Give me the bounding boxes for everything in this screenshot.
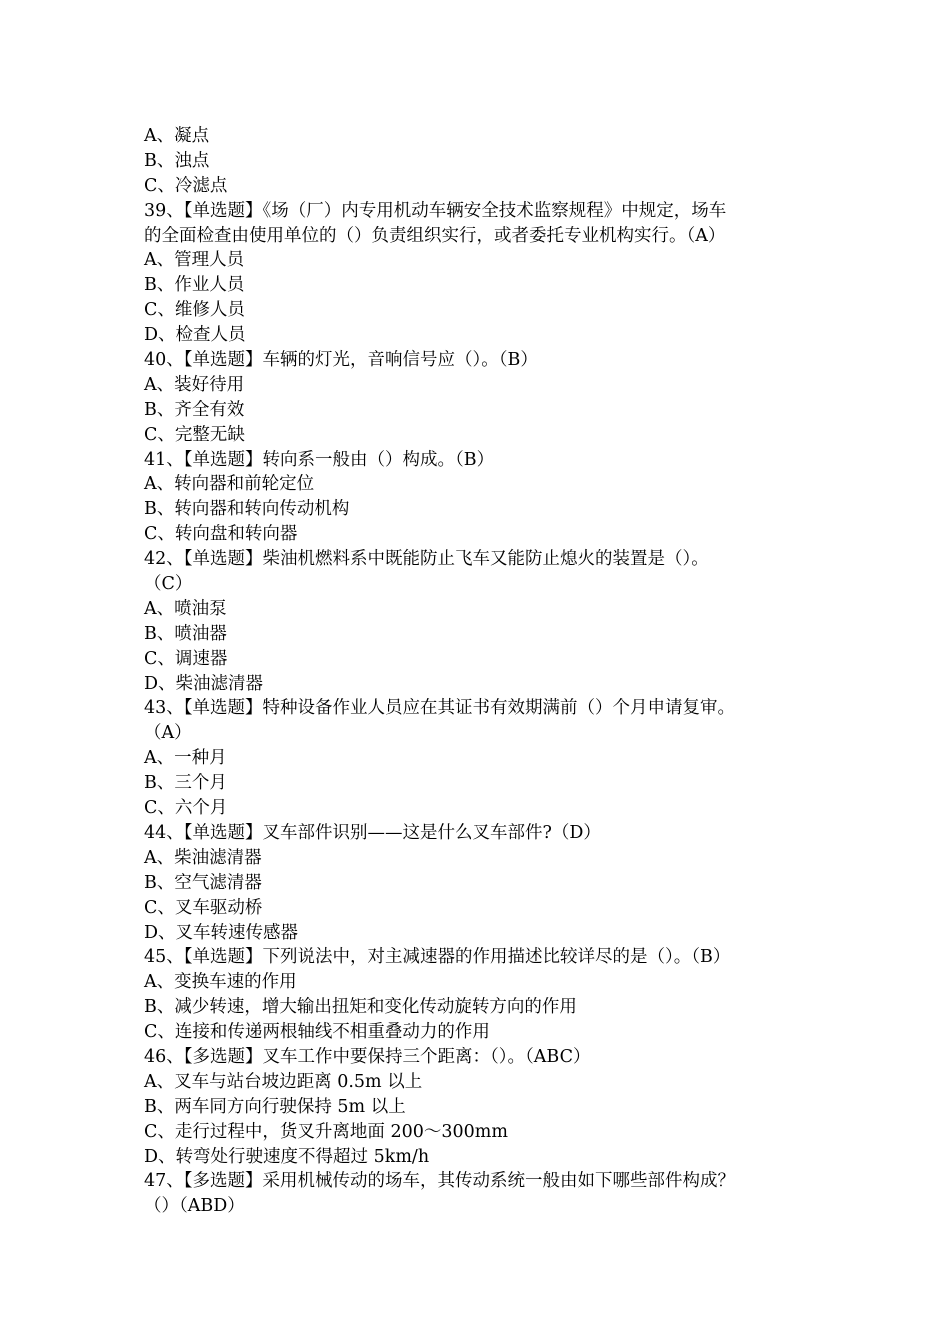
question-line: 41、【单选题】转向系一般由（）构成。（B） [144, 449, 495, 470]
option-line: B、空气滤清器 [144, 872, 262, 893]
question-line: （）（ABD） [144, 1196, 245, 1217]
option-line: A、管理人员 [144, 250, 245, 271]
text-line: A、凝点 [144, 126, 210, 146]
option-line: A、喷油泵 [144, 598, 227, 619]
question-line: 44、【单选题】叉车部件识别——这是什么叉车部件?（D） [144, 822, 601, 843]
option-line: D、柴油滤清器 [144, 673, 264, 694]
option-line: A、装好待用 [144, 374, 245, 395]
option-line: A、叉车与站台坡边距离 0.5m 以上 [144, 1071, 423, 1092]
option-line: C、走行过程中，货叉升离地面 200～300mm [144, 1121, 508, 1142]
option-line: D、转弯处行驶速度不得超过 5km/h [144, 1146, 430, 1167]
option-line: B、转向器和转向传动机构 [144, 499, 350, 520]
text-line: C、冷滤点 [144, 175, 228, 196]
option-line: D、叉车转速传感器 [144, 922, 299, 943]
question-line: 40、【单选题】车辆的灯光，音响信号应（）。（B） [144, 350, 538, 371]
option-line: A、变换车速的作用 [144, 972, 297, 993]
question-line: 42、【单选题】柴油机燃料系中既能防止飞车又能防止熄火的装置是（）。 [144, 549, 709, 570]
option-line: C、六个月 [144, 798, 228, 819]
option-line: A、转向器和前轮定位 [144, 474, 315, 495]
question-line: 47、【多选题】采用机械传动的场车，其传动系统一般由如下哪些部件构成？ [144, 1171, 736, 1192]
question-line: 39、【单选题】《场（厂）内专用机动车辆安全技术监察规程》中规定，场车 [144, 200, 727, 221]
option-line: B、喷油器 [144, 623, 227, 644]
option-line: A、一种月 [144, 748, 227, 769]
question-line: （C） [144, 574, 193, 595]
option-line: C、转向盘和转向器 [144, 524, 298, 545]
option-line: A、柴油滤清器 [144, 847, 262, 868]
document-page [144, 124, 814, 1219]
option-line: B、减少转速，增大输出扭矩和变化传动旋转方向的作用 [144, 997, 577, 1018]
option-line: C、连接和传递两根轴线不相重叠动力的作用 [144, 1022, 490, 1043]
option-line: B、三个月 [144, 773, 227, 794]
question-line: 的全面检查由使用单位的（）负责组织实行，或者委托专业机构实行。（A） [144, 225, 726, 246]
option-line: C、维修人员 [144, 300, 245, 321]
option-line: C、完整无缺 [144, 424, 245, 445]
option-line: B、两车同方向行驶保持 5m 以上 [144, 1096, 406, 1117]
option-line: C、叉车驱动桥 [144, 897, 263, 918]
option-line: B、齐全有效 [144, 399, 245, 420]
question-line: 46、【多选题】叉车工作中要保持三个距离：（）。（ABC） [144, 1046, 591, 1067]
question-line: 43、【单选题】特种设备作业人员应在其证书有效期满前（）个月申请复审。 [144, 698, 736, 719]
question-line: （A） [144, 723, 192, 744]
option-line: D、检查人员 [144, 325, 246, 346]
question-line: 45、【单选题】下列说法中，对主减速器的作用描述比较详尽的是（）。（B） [144, 947, 731, 968]
option-line: C、调速器 [144, 648, 228, 669]
text-line: B、浊点 [144, 150, 210, 171]
option-line: B、作业人员 [144, 275, 245, 296]
